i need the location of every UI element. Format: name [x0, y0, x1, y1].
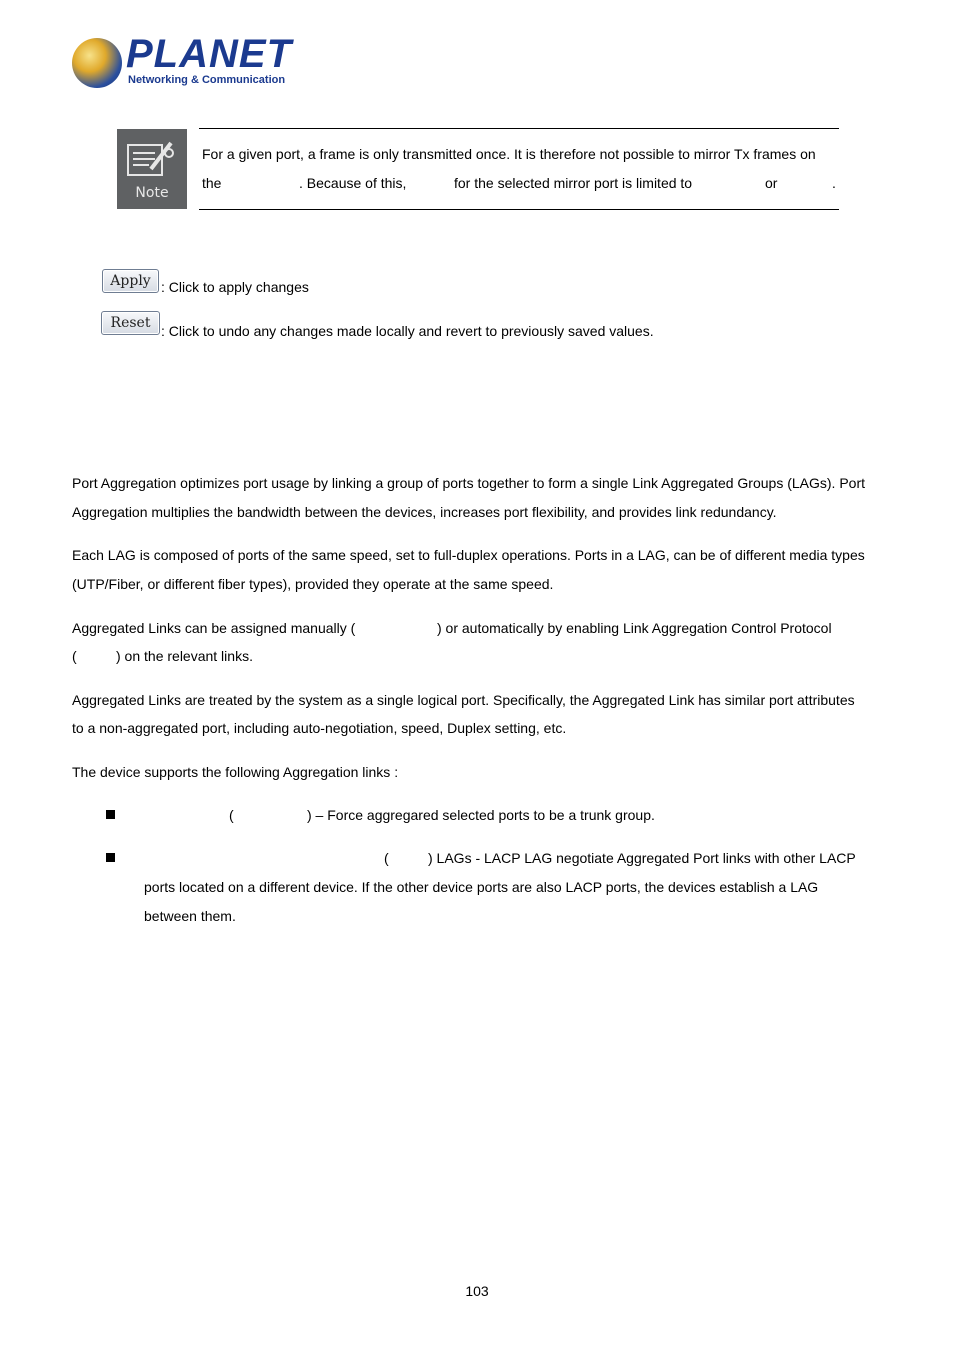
- bullet-text-fragment: (: [384, 850, 389, 866]
- paragraph-4-line-2: to a non-aggregated port, including auto-negotiation, speed, Duplex setting, etc.: [72, 720, 567, 736]
- reset-button[interactable]: Reset: [101, 311, 160, 335]
- apply-button[interactable]: Apply: [102, 269, 159, 293]
- bullet-2-line-3: between them.: [144, 908, 236, 924]
- bullet-icon: [106, 853, 115, 862]
- reset-description: : Click to undo any changes made locally and revert to previously saved values.: [161, 323, 654, 339]
- paragraph-text-fragment: Aggregated Links can be assigned manually (: [72, 620, 356, 636]
- bullet-icon: [106, 810, 115, 819]
- brand-tagline: Networking & Communication: [128, 74, 286, 86]
- note-text-fragment: or: [765, 175, 778, 191]
- globe-icon: [72, 38, 122, 88]
- note-text-fragment: . Because of this,: [299, 175, 407, 191]
- note-text-fragment: .: [832, 175, 836, 191]
- planet-logo: [72, 32, 292, 92]
- note-line-1: For a given port, a frame is only transmitted once. It is therefore not possible to mirror Tx frames on: [202, 146, 816, 162]
- bullet-text-fragment: ) – Force aggregared selected ports to be a trunk group.: [307, 807, 655, 823]
- paragraph-1-line-1: Port Aggregation optimizes port usage by linking a group of ports together to form a single Link Aggregated Groups (LAGs). Port: [72, 475, 865, 491]
- bullet-text-fragment: (: [229, 807, 234, 823]
- paragraph-text-fragment: (: [72, 648, 77, 664]
- note-icon-label: Note: [135, 185, 169, 201]
- bullet-text-fragment: ) LAGs - LACP LAG negotiate Aggregated Port links with other LACP: [428, 850, 856, 866]
- paragraph-2-line-1: Each LAG is composed of ports of the same speed, set to full-duplex operations. Ports in a LAG, can be of different media types: [72, 547, 865, 563]
- bullet-2-line-2: ports located on a different device. If the other device ports are also LACP ports, the devices establish a LAG: [144, 879, 819, 895]
- paragraph-text-fragment: ) on the relevant links.: [116, 648, 253, 664]
- note-icon: [117, 129, 187, 209]
- paragraph-5: The device supports the following Aggregation links :: [72, 764, 399, 780]
- brand-name: PLANET: [126, 32, 292, 76]
- paragraph-4-line-1: Aggregated Links are treated by the system as a single logical port. Specifically, the Aggregated Link has similar port attributes: [72, 692, 855, 708]
- note-text-fragment: the: [202, 175, 222, 191]
- paragraph-1-line-2: Aggregation multiplies the bandwidth between the devices, increases port flexibility, and provides link redundancy.: [72, 504, 777, 520]
- note-bottom-rule: [199, 209, 839, 210]
- apply-description: : Click to apply changes: [161, 279, 309, 295]
- note-text-fragment: for the selected mirror port is limited to: [454, 175, 693, 191]
- page-number: 103: [465, 1283, 489, 1299]
- paragraph-2-line-2: (UTP/Fiber, or different fiber types), provided they operate at the same speed.: [72, 576, 554, 592]
- paragraph-text-fragment: ) or automatically by enabling Link Aggregation Control Protocol: [437, 620, 832, 636]
- note-top-rule: [199, 128, 839, 129]
